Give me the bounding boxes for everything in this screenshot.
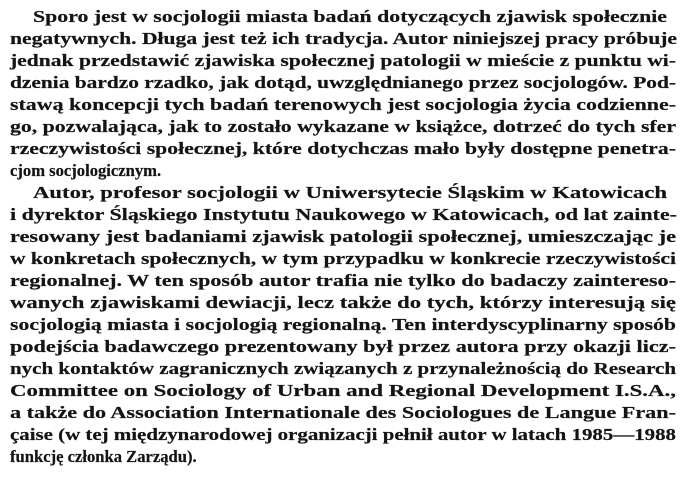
text-line: socjologią miasta i socjologią regionalną. Ten interdyscyplinarny sposób: [10, 315, 676, 334]
text-line: Autor, profesor socjologii w Uniwersytecie Śląskim w Katowicach: [33, 183, 667, 202]
text-line: çaise (w tej międzynarodowej organizacji pełnił autor w latach 1985—1988: [10, 425, 676, 444]
text-line: cjom socjologicznym.: [10, 161, 162, 180]
text-line: podejścia badawczego prezentowany był przez autora przy okazji licz-: [10, 337, 676, 356]
text-line: go, pozwalająca, jak to zostało wykazane w książce, dotrzeć do tych sfer: [10, 117, 676, 136]
text-line: wanych zjawiskami dewiacji, lecz także do tych, którzy interesują się: [10, 293, 676, 312]
text-line: resowany jest badaniami zjawisk patologii społecznej, umieszczając je: [10, 227, 676, 246]
text-line: stawą koncepcji tych badań terenowych jest socjologia życia codzienne-: [10, 95, 676, 114]
text-line: i dyrektor Śląskiego Instytutu Naukowego w Katowicach, od lat zainte-: [10, 205, 677, 224]
text-line: dzenia bardzo rzadko, jak dotąd, uwzględnianego przez socjologów. Pod-: [10, 73, 676, 92]
text-line: w konkretach społecznych, w tym przypadku w konkrecie rzeczywistości: [10, 249, 676, 268]
text-line: Committee on Sociology of Urban and Regional Development I.S.A.,: [10, 381, 676, 400]
text-line: jednak przedstawić zjawiska społecznej patologii w mieście z punktu wi-: [10, 51, 676, 70]
text-line: negatywnych. Długa jest też ich tradycja. Autor niniejszej pracy próbuje: [10, 29, 677, 48]
text-line: a także do Association Internationale des Sociologues de Langue Fran-: [10, 403, 676, 422]
text-line: funkcję członka Zarządu).: [10, 447, 197, 466]
text-line: rzeczywistości społecznej, które dotychczas mało były dostępne penetra-: [10, 139, 676, 158]
text-line: nych kontaktów zagranicznych związanych z przynależnością do Research: [10, 359, 676, 378]
text-line: Sporo jest w socjologii miasta badań dotyczących zjawisk społecznie: [33, 7, 667, 26]
text-line: regionalnej. W ten sposób autor trafia nie tylko do badaczy zaintereso-: [10, 271, 676, 290]
